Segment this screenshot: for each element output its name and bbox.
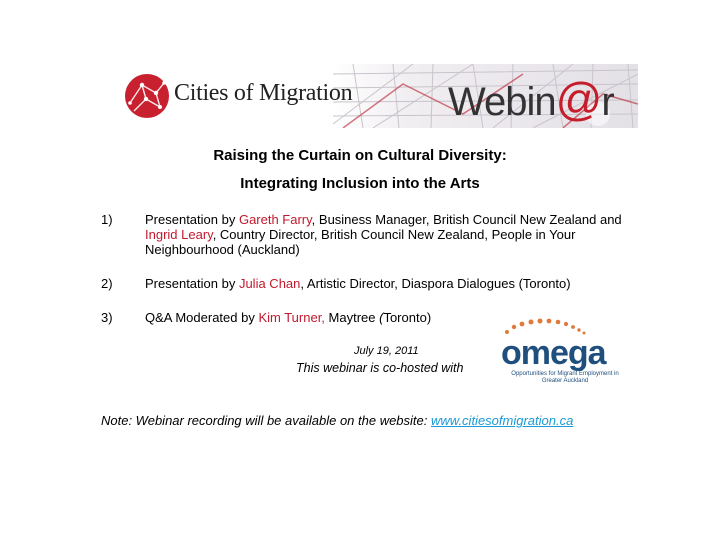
presenter-name: Julia Chan [238, 276, 301, 291]
note-text: Note: Webinar recording will be available on the website: [101, 413, 431, 428]
item-text: Presentation by [145, 276, 239, 291]
presenter-name: Gareth Farry [238, 212, 312, 227]
webinar-prefix: Webin [448, 80, 556, 124]
presenter-name: Ingrid Leary [145, 227, 213, 242]
title-line-1: Raising the Curtain on Cultural Diversity: [213, 147, 507, 164]
item-text: , Artistic Director, Diaspora Dialogues (Toronto) [300, 276, 571, 291]
item-text: Toronto) [383, 310, 432, 325]
webinar-at: @ [555, 73, 602, 125]
website-link[interactable]: www.citiesofmigration.ca [431, 413, 574, 428]
item-text: , Business Manager, British Council New Zealand and [311, 212, 622, 227]
item-text-italic: ( [379, 310, 384, 325]
agenda-item-2 [101, 276, 641, 291]
item-number: 1) [101, 212, 113, 227]
webinar-logo [448, 72, 614, 126]
cities-of-migration-logo-icon [124, 73, 170, 119]
omega-logo [497, 318, 627, 390]
recording-note [101, 413, 573, 428]
omega-subtitle: Opportunities for Migrant Employment in Greater Auckland [511, 371, 619, 384]
item-number: 3) [101, 310, 113, 325]
item-text: Q&A Moderated by [145, 310, 259, 325]
omega-word: omega [501, 334, 606, 372]
item-text: Maytree [324, 310, 380, 325]
webinar-suffix: r [601, 80, 614, 124]
presenter-name: Kim Turner, [258, 310, 325, 325]
item-text: Presentation by [145, 212, 239, 227]
org-name: Cities of Migration [174, 80, 353, 106]
agenda-item-1 [101, 212, 641, 257]
item-number: 2) [101, 276, 113, 291]
title-line-2: Integrating Inclusion into the Arts [240, 175, 480, 192]
cohost-text: This webinar is co-hosted with [296, 361, 464, 375]
header-banner [118, 64, 638, 128]
webinar-date: July 19, 2011 [354, 345, 419, 357]
item-text: , Country Director, British Council New Zealand, People in Your Neighbourhood (Auckland) [145, 227, 576, 257]
